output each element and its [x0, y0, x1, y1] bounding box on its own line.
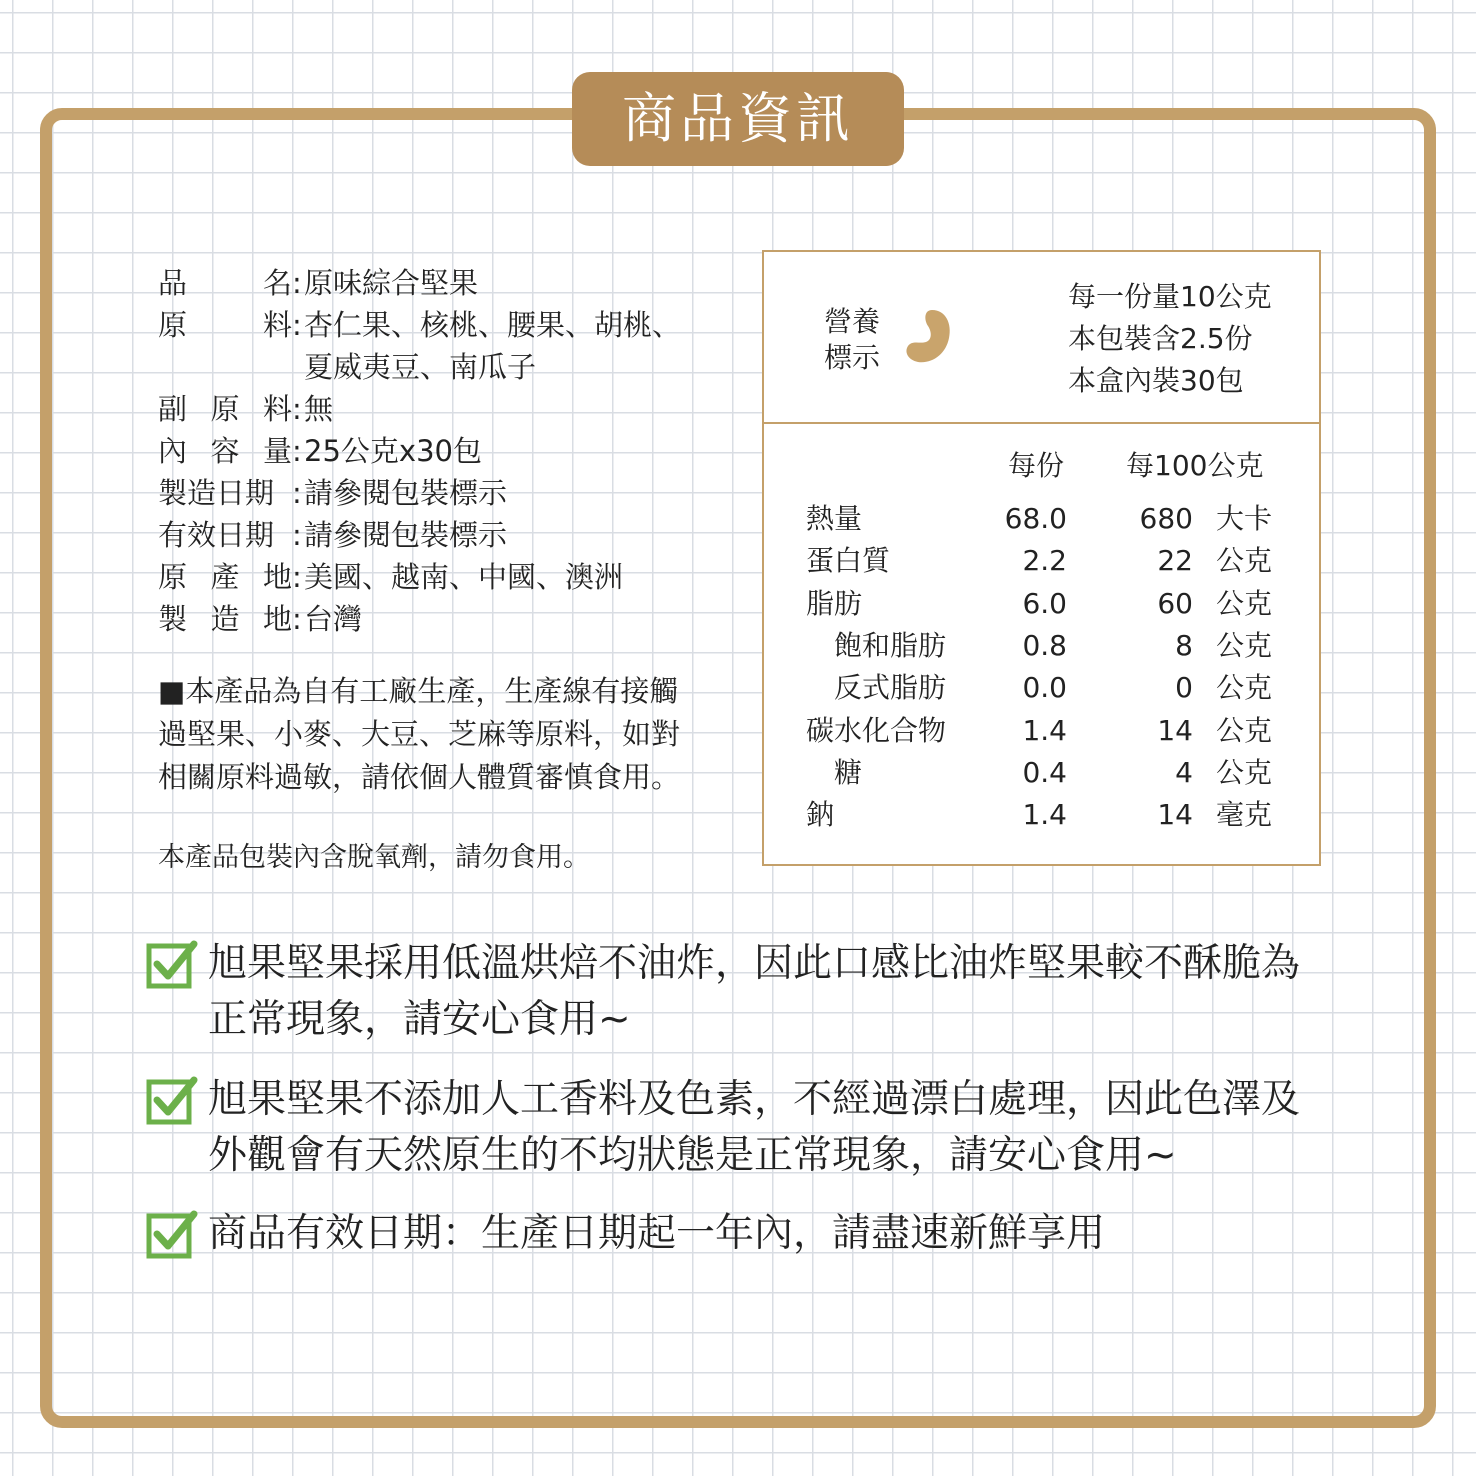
info-label-part: 品 [158, 266, 188, 300]
info-value-line: 夏威夷豆、南瓜子 [304, 350, 537, 384]
unit-label: 公克 [1216, 586, 1273, 620]
value-per-serving: 1.4 [1022, 713, 1067, 747]
nutrition-row [764, 498, 1319, 540]
info-label-part: 有效日期 [158, 518, 275, 552]
note-line: 正常現象，請安心食用~ [208, 997, 631, 1042]
nutrient-name: 碳水化合物 [806, 713, 947, 747]
page-title: 商品資訊 [572, 72, 904, 166]
nutrient-name: 飽和脂肪 [834, 628, 947, 662]
info-value-line: 請參閱包裝標示 [304, 518, 508, 552]
note-line: 旭果堅果採用低溫烘焙不油炸，因此口感比油炸堅果較不酥脆為 [208, 941, 1301, 986]
value-per-100g: 14 [1157, 713, 1193, 747]
note-line: 外觀會有天然原生的不均狀態是正常現象，請安心食用~ [208, 1133, 1177, 1178]
nutrient-name: 糖 [834, 755, 863, 789]
value-per-100g: 14 [1157, 798, 1193, 832]
info-label [158, 262, 292, 304]
serving-info [1068, 276, 1272, 402]
unit-label: 公克 [1216, 628, 1273, 662]
unit-label: 公克 [1216, 544, 1273, 578]
info-row [158, 514, 681, 556]
value-per-100g: 4 [1175, 755, 1193, 789]
nutrient-name: 反式脂肪 [834, 671, 947, 705]
info-label-part: 地 [262, 602, 292, 636]
nutrition-row [764, 583, 1319, 625]
info-label [158, 514, 292, 556]
note-text [208, 1206, 1105, 1262]
info-value [304, 388, 333, 430]
info-label-part: 容 [210, 434, 240, 468]
unit-label: 毫克 [1216, 798, 1273, 832]
deoxidizer-notice: 本產品包裝內含脫氧劑，請勿食用。 [158, 842, 590, 873]
info-value-line: 無 [304, 392, 334, 426]
nutrition-title [824, 304, 888, 376]
info-colon: : [292, 392, 302, 426]
value-per-serving: 6.0 [1022, 586, 1067, 620]
checkbox-checked-icon [146, 938, 198, 990]
info-value [304, 472, 507, 514]
nutrition-row [764, 794, 1319, 836]
value-per-serving: 68.0 [1004, 502, 1067, 535]
value-per-100g: 0 [1175, 671, 1193, 705]
checkbox-checked-icon [146, 1208, 198, 1260]
note-line: 旭果堅果不添加人工香料及色素，不經過漂白處理，因此色澤及 [208, 1077, 1301, 1122]
nutrition-title-line: 營養 [824, 305, 881, 338]
value-per-100g: 8 [1175, 628, 1193, 662]
note-text [208, 936, 1300, 1048]
info-label-part: 副 [158, 392, 188, 426]
info-label [158, 430, 292, 472]
info-label [158, 556, 292, 598]
allergy-line: 相關原料過敏，請依個人體質審慎食用。 [158, 760, 681, 794]
nutrition-row [764, 540, 1319, 582]
cashew-icon [902, 306, 954, 366]
info-label-part: 造 [210, 602, 240, 636]
info-row [158, 388, 681, 430]
nutrient-name: 熱量 [806, 502, 863, 535]
info-label-part: 內 [158, 434, 188, 468]
info-colon: : [292, 518, 302, 552]
product-info-list [158, 262, 681, 640]
info-colon: : [292, 560, 302, 594]
info-value [304, 430, 482, 472]
serving-line: 本包裝含2.5份 [1068, 322, 1253, 355]
note-text [208, 1072, 1300, 1184]
value-per-serving: 0.8 [1022, 628, 1067, 662]
value-per-serving: 1.4 [1022, 798, 1067, 832]
info-colon: : [292, 476, 302, 510]
info-value [304, 304, 681, 388]
value-per-100g: 680 [1139, 502, 1193, 535]
info-colon: : [292, 602, 302, 636]
checkbox-checked-icon [146, 1074, 198, 1126]
info-colon: : [292, 266, 302, 300]
nutrition-title-line: 標示 [824, 341, 881, 374]
info-label-part: 料 [262, 308, 292, 342]
info-label-part: 產 [210, 560, 240, 594]
info-row [158, 304, 681, 388]
allergy-line: ■本產品為自有工廠生產，生產線有接觸 [158, 674, 679, 708]
note-line: 商品有效日期：生產日期起一年內，請盡速新鮮享用 [208, 1211, 1106, 1256]
info-value-line: 台灣 [304, 602, 363, 636]
serving-line: 本盒內裝30包 [1068, 364, 1244, 397]
info-value [304, 514, 507, 556]
column-header-per-100g: 每100公克 [1126, 449, 1264, 482]
info-label-part: 名 [262, 266, 292, 300]
nutrient-name: 鈉 [806, 798, 835, 832]
value-per-serving: 2.2 [1022, 544, 1067, 578]
info-value-line: 美國、越南、中國、澳洲 [304, 560, 624, 594]
info-value [304, 262, 478, 304]
nutrition-header [764, 252, 1319, 424]
allergy-notice [158, 670, 680, 799]
info-row [158, 430, 681, 472]
info-label [158, 388, 292, 430]
nutrition-row [764, 752, 1319, 794]
unit-label: 公克 [1216, 755, 1273, 789]
value-per-serving: 0.0 [1022, 671, 1067, 705]
info-colon: : [292, 308, 302, 342]
info-label-part: 製造日期 [158, 476, 275, 510]
info-value-line: 杏仁果、核桃、腰果、胡桃、 [304, 308, 682, 342]
column-header-per-serving: 每份 [1008, 449, 1065, 482]
serving-line: 每一份量10公克 [1068, 280, 1272, 313]
info-label-part: 量 [262, 434, 292, 468]
info-row [158, 598, 681, 640]
info-value-line: 請參閱包裝標示 [304, 476, 508, 510]
nutrition-row [764, 667, 1319, 709]
info-label-part: 料 [262, 392, 292, 426]
info-label-part: 製 [158, 602, 188, 636]
info-value-line: 原味綜合堅果 [304, 266, 479, 300]
info-label-part: 原 [158, 560, 188, 594]
nutrition-row [764, 625, 1319, 667]
info-label-part: 原 [210, 392, 240, 426]
info-label-part: 地 [262, 560, 292, 594]
info-label-part: 原 [158, 308, 188, 342]
value-per-100g: 60 [1157, 586, 1193, 620]
info-value [304, 598, 362, 640]
info-row [158, 556, 681, 598]
info-label [158, 472, 292, 514]
info-value-line: 25公克x30包 [304, 434, 482, 468]
unit-label: 公克 [1216, 713, 1273, 747]
info-label [158, 304, 292, 388]
info-row [158, 472, 681, 514]
info-label [158, 598, 292, 640]
unit-label: 大卡 [1216, 502, 1273, 535]
unit-label: 公克 [1216, 671, 1273, 705]
nutrition-row [764, 710, 1319, 752]
nutrient-name: 脂肪 [806, 586, 863, 620]
value-per-100g: 22 [1157, 544, 1193, 578]
info-row [158, 262, 681, 304]
value-per-serving: 0.4 [1022, 755, 1067, 789]
allergy-line: 過堅果、小麥、大豆、芝麻等原料，如對 [158, 717, 681, 751]
info-value [304, 556, 623, 598]
nutrient-name: 蛋白質 [806, 544, 891, 578]
nutrition-facts-table [762, 250, 1321, 866]
info-colon: : [292, 434, 302, 468]
